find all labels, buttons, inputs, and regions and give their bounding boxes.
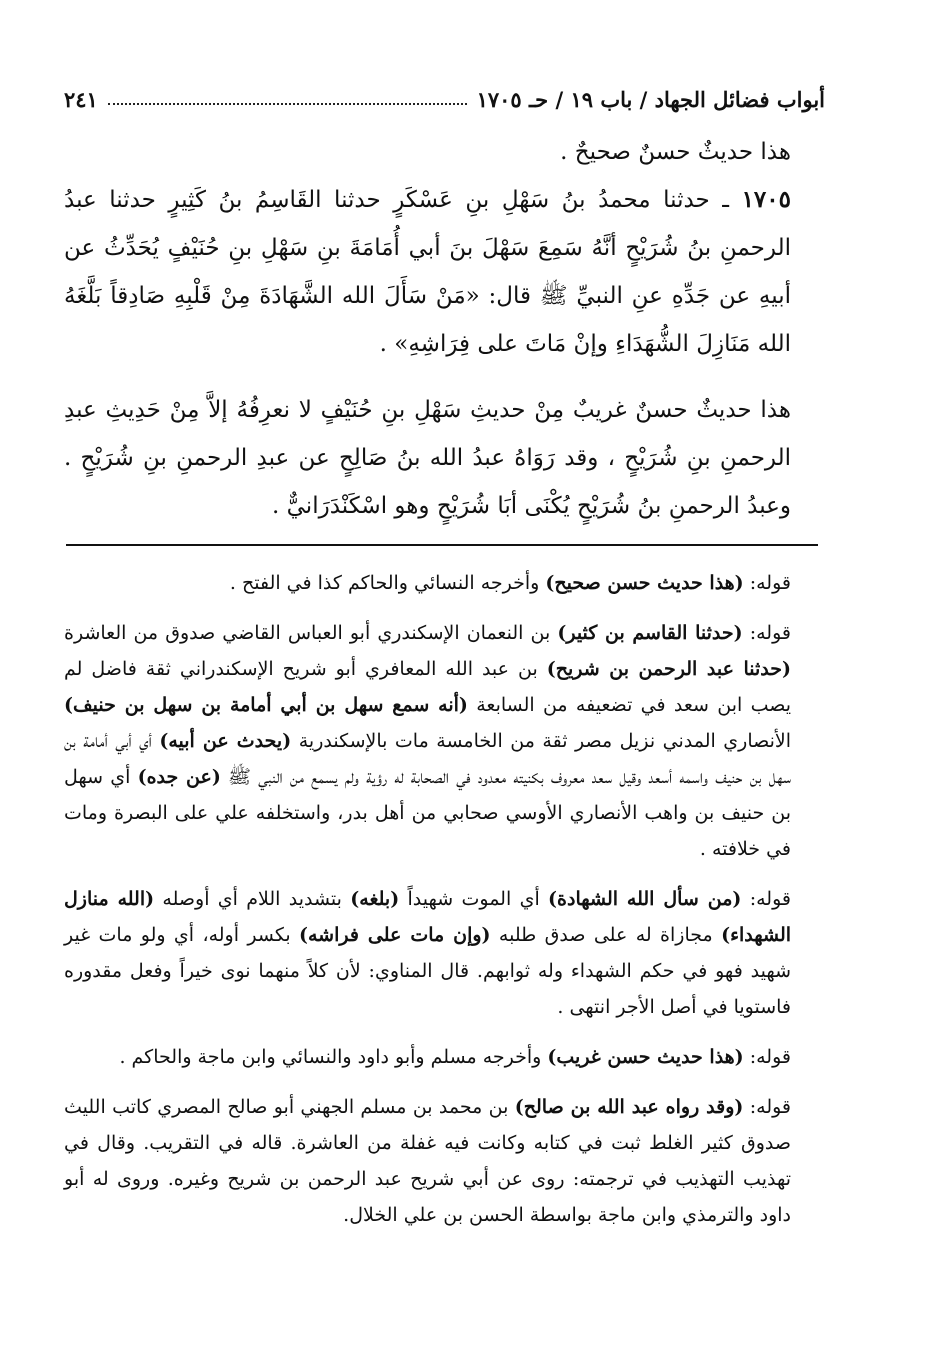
note-text: بن عبد الله المعافري أبو شريح الإسكندراني ثقة فاضل لم يصب ابن سعد في تضعيفه من السابعة bbox=[64, 658, 792, 716]
note-3 bbox=[64, 881, 825, 1025]
note-4 bbox=[64, 1039, 825, 1075]
note-quote: (بلغه) bbox=[350, 888, 400, 910]
note-text: بتشديد اللام أي أوصله bbox=[154, 888, 351, 910]
note-text: بكسر أوله، أي ولو مات غير شهيد فهو في حكم الشهداء وله ثوابهم. قال المناوي: لأن كلاً منهما نوى خيراً وفعل مقدوره فاستويا في أصل الأجر انتهى . bbox=[64, 924, 791, 1018]
note-label: قوله: bbox=[749, 572, 791, 594]
note-quote: (عن جده) bbox=[137, 766, 221, 788]
note-label: قوله: bbox=[749, 888, 791, 910]
note-label: قوله: bbox=[749, 1046, 791, 1068]
running-title: أبواب فضائل الجهاد / باب ١٩ / حـ ١٧٠٥ bbox=[476, 87, 825, 112]
note-text: أي أبي أمامة بن سهل بن حنيف واسمه أسعد وقيل سعد معروف بكنيته معدود في الصحابة له رؤية ولم يسمع من النبي ﷺ bbox=[64, 730, 791, 788]
hadith-text: ـ حدثنا محمدُ بنُ سَهْلِ بنِ عَسْكَرٍ حدثنا القَاسِمُ بنُ كَثِيرٍ حدثنا عبدُ الرحمنِ بنُ شُرَيْحٍ أنَّهُ سَمِعَ سَهْلَ بنَ أبي أُمَامَةَ بنِ سَهْلِ بنِ حُنَيْفٍ يُحَدِّثُ عن أبيهِ عن جَدِّهِ عنِ النبيِّ ﷺ قال: «مَنْ سَأَلَ الله الشَّهَادَةَ مِنْ قَلْبِهِ صَادِقاً بَلَّغَهُ الله مَنَازِلَ الشُّهَدَاءِ وإنْ مَاتَ على فِرَاشِهِ» . bbox=[64, 187, 791, 357]
running-header bbox=[64, 78, 825, 112]
footnote-separator bbox=[66, 544, 818, 546]
main-text bbox=[64, 128, 825, 530]
previous-hadith-grade: هذا حديثٌ حسنٌ صحيحٌ . bbox=[560, 139, 791, 165]
note-text: وأخرجه النسائي والحاكم كذا في الفتح . bbox=[229, 572, 546, 594]
page-number: ٢٤١ bbox=[64, 87, 98, 112]
note-quote: (هذا حديث حسن غريب) bbox=[547, 1046, 744, 1068]
note-text: أي سهل بن حنيف بن واهب الأنصاري الأوسي صحابي من أهل بدر، واستخلفه علي على البصرة ومات في خلافته . bbox=[64, 766, 791, 860]
note-quote: (من سأل الله الشهادة) bbox=[548, 888, 742, 910]
hadith-1705 bbox=[64, 176, 825, 368]
sharh-notes bbox=[64, 565, 825, 1247]
note-quote: (حدثنا عبد الرحمن بن شريح) bbox=[546, 658, 791, 680]
note-text: أي الموت شهيداً bbox=[399, 888, 549, 910]
note-quote: (الله منازل الشهداء) bbox=[64, 888, 792, 946]
note-1 bbox=[64, 565, 825, 601]
note-quote: (وإن مات على فراشه) bbox=[299, 924, 491, 946]
leader-dots bbox=[108, 102, 467, 105]
note-text: بن النعمان الإسكندري أبو العباس القاضي صدوق من العاشرة bbox=[64, 622, 558, 644]
note-5 bbox=[64, 1089, 825, 1233]
tirmidhi-commentary: هذا حديثٌ حسنٌ غريبٌ مِنْ حديثِ سَهْلِ بنِ حُنَيْفٍ لا نعرِفُهُ إلاَّ مِنْ حَدِيثِ عبدِ الرحمنِ بنِ شُرَيْحٍ ، وقد رَوَاهُ عبدُ الله بنُ صَالِحٍ عن عبدِ الرحمنِ بنِ شُرَيْحٍ . وعبدُ الرحمنِ بنُ شُرَيْحٍ يُكْنَى أبَا شُرَيْحٍ وهو اسْكَنْدَرَانيٌّ . bbox=[64, 397, 791, 519]
note-text: الأنصاري المدني نزيل مصر ثقة من الخامسة مات بالإسكندرية bbox=[291, 730, 792, 752]
hadith-number: ١٧٠٥ bbox=[741, 186, 791, 213]
note-2 bbox=[64, 615, 825, 867]
note-quote: (هذا حديث حسن صحيح) bbox=[545, 572, 744, 594]
note-label: قوله: bbox=[749, 1096, 792, 1118]
note-quote: (يحدث عن أبيه) bbox=[159, 730, 292, 752]
note-text: وأخرجه مسلم وأبو داود والنسائي وابن ماجة والحاكم . bbox=[119, 1046, 548, 1068]
note-quote: (وقد رواه عبد الله بن صالح) bbox=[514, 1096, 744, 1118]
note-text: مجازاة له على صدق طلبه bbox=[490, 924, 722, 946]
note-text: بن محمد بن مسلم الجهني أبو صالح المصري كاتب الليث صدوق كثير الغلط ثبت في كتابه وكانت فيه غفلة من العاشرة. قاله في التقريب. وقال في تهذيب التهذيب في ترجمته: روى عن أبي شريح عبد الرحمن بن شريح وغيره. وروى له أبو داود والترمذي وابن ماجة بواسطة الحسن بن علي الخلال. bbox=[64, 1096, 791, 1226]
note-label: قوله: bbox=[749, 622, 791, 644]
note-quote: (أنه سمع سهل بن أبي أمامة بن سهل بن حنيف) bbox=[64, 694, 468, 716]
note-quote: (حدثنا القاسم بن كثير) bbox=[557, 622, 743, 644]
